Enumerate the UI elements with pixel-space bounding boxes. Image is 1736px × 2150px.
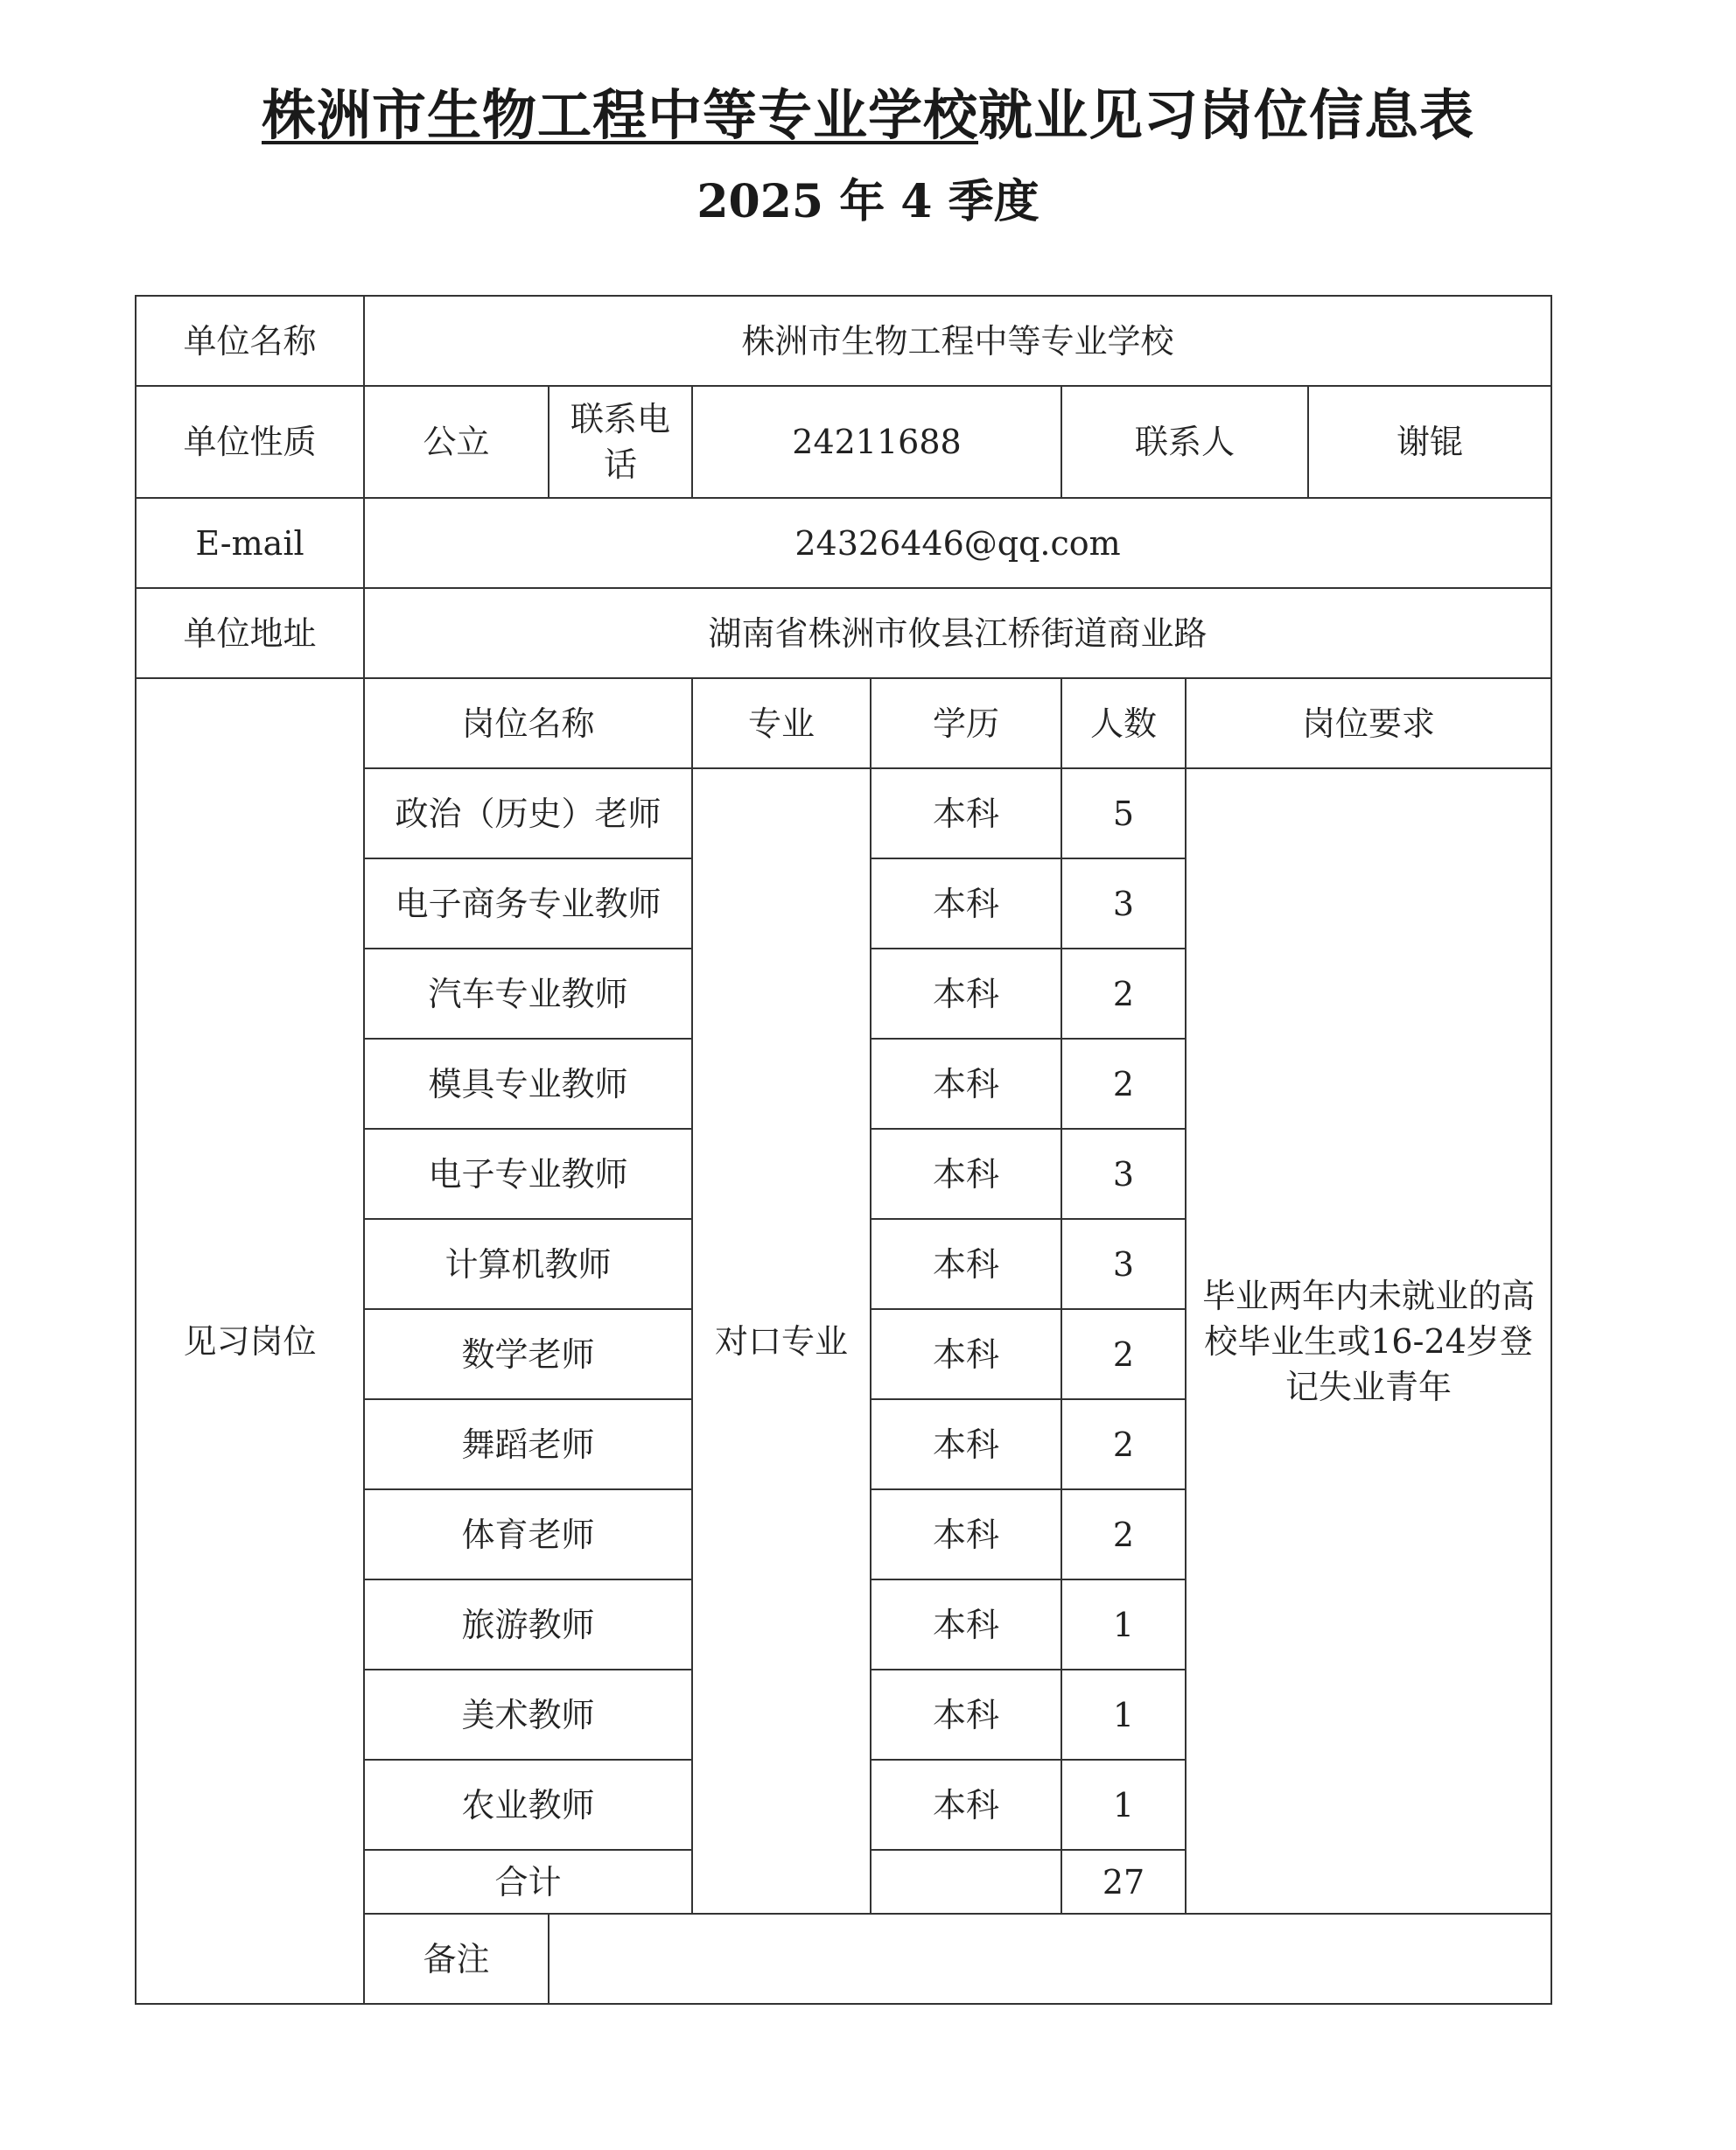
- header-position-name: 岗位名称: [364, 678, 692, 768]
- position-education: 本科: [871, 1219, 1061, 1309]
- label-address: 单位地址: [136, 588, 364, 678]
- position-count: 3: [1061, 858, 1186, 949]
- position-name: 电子专业教师: [364, 1129, 692, 1219]
- position-name: 模具专业教师: [364, 1039, 692, 1129]
- position-name: 政治（历史）老师: [364, 768, 692, 858]
- title-school-name: 株洲市生物工程中等专业学校: [261, 83, 978, 147]
- total-label: 合计: [364, 1850, 692, 1914]
- position-education: 本科: [871, 1129, 1061, 1219]
- row-unit-name: [136, 296, 1551, 386]
- page-title: [0, 81, 1736, 151]
- label-unit-name: 单位名称: [136, 296, 364, 386]
- row-positions-header: [136, 678, 1551, 768]
- header-count: 人数: [1061, 678, 1186, 768]
- value-contact: 谢锟: [1308, 386, 1551, 498]
- position-education: 本科: [871, 1309, 1061, 1399]
- header-major: 专业: [692, 678, 871, 768]
- position-count: 2: [1061, 1489, 1186, 1579]
- position-count: 1: [1061, 1760, 1186, 1850]
- position-education: 本科: [871, 1670, 1061, 1760]
- value-remarks: [549, 1914, 1551, 2004]
- label-phone: 联系电话: [549, 386, 692, 498]
- position-count: 5: [1061, 768, 1186, 858]
- position-name: 旅游教师: [364, 1579, 692, 1670]
- header-education: 学历: [871, 678, 1061, 768]
- position-name: 美术教师: [364, 1670, 692, 1760]
- position-count: 1: [1061, 1579, 1186, 1670]
- title-rest: 就业见习岗位信息表: [978, 83, 1475, 147]
- position-education: 本科: [871, 858, 1061, 949]
- position-count: 2: [1061, 949, 1186, 1039]
- position-name: 汽车专业教师: [364, 949, 692, 1039]
- position-education: 本科: [871, 1489, 1061, 1579]
- row-unit-nature: [136, 386, 1551, 498]
- position-name: 舞蹈老师: [364, 1399, 692, 1489]
- position-education: 本科: [871, 949, 1061, 1039]
- value-email: 24326446@qq.com: [364, 498, 1551, 588]
- position-name: 数学老师: [364, 1309, 692, 1399]
- position-education: 本科: [871, 1579, 1061, 1670]
- requirement-value: 毕业两年内未就业的高校毕业生或16-24岁登记失业青年: [1186, 768, 1551, 1914]
- label-positions: 见习岗位: [136, 678, 364, 2004]
- position-name: 农业教师: [364, 1760, 692, 1850]
- position-education: 本科: [871, 1760, 1061, 1850]
- major-value: 对口专业: [692, 768, 871, 1914]
- page-subtitle: 2025 年 4 季度: [696, 175, 1040, 228]
- position-education: 本科: [871, 768, 1061, 858]
- label-unit-nature: 单位性质: [136, 386, 364, 498]
- row-address: [136, 588, 1551, 678]
- total-education: [871, 1850, 1061, 1914]
- position-count: 3: [1061, 1129, 1186, 1219]
- value-unit-nature: 公立: [364, 386, 549, 498]
- label-contact: 联系人: [1061, 386, 1308, 498]
- position-name: 电子商务专业教师: [364, 858, 692, 949]
- header-requirement: 岗位要求: [1186, 678, 1551, 768]
- label-email: E-mail: [136, 498, 364, 588]
- position-name: 体育老师: [364, 1489, 692, 1579]
- position-count: 1: [1061, 1670, 1186, 1760]
- position-count: 2: [1061, 1399, 1186, 1489]
- position-count: 2: [1061, 1309, 1186, 1399]
- position-count: 3: [1061, 1219, 1186, 1309]
- value-phone: 24211688: [692, 386, 1061, 498]
- info-table: [135, 295, 1552, 2005]
- total-count: 27: [1061, 1850, 1186, 1914]
- position-count: 2: [1061, 1039, 1186, 1129]
- position-education: 本科: [871, 1399, 1061, 1489]
- label-remarks: 备注: [364, 1914, 549, 2004]
- position-education: 本科: [871, 1039, 1061, 1129]
- position-name: 计算机教师: [364, 1219, 692, 1309]
- value-address: 湖南省株洲市攸县江桥街道商业路: [364, 588, 1551, 678]
- value-unit-name: 株洲市生物工程中等专业学校: [364, 296, 1551, 386]
- row-email: [136, 498, 1551, 588]
